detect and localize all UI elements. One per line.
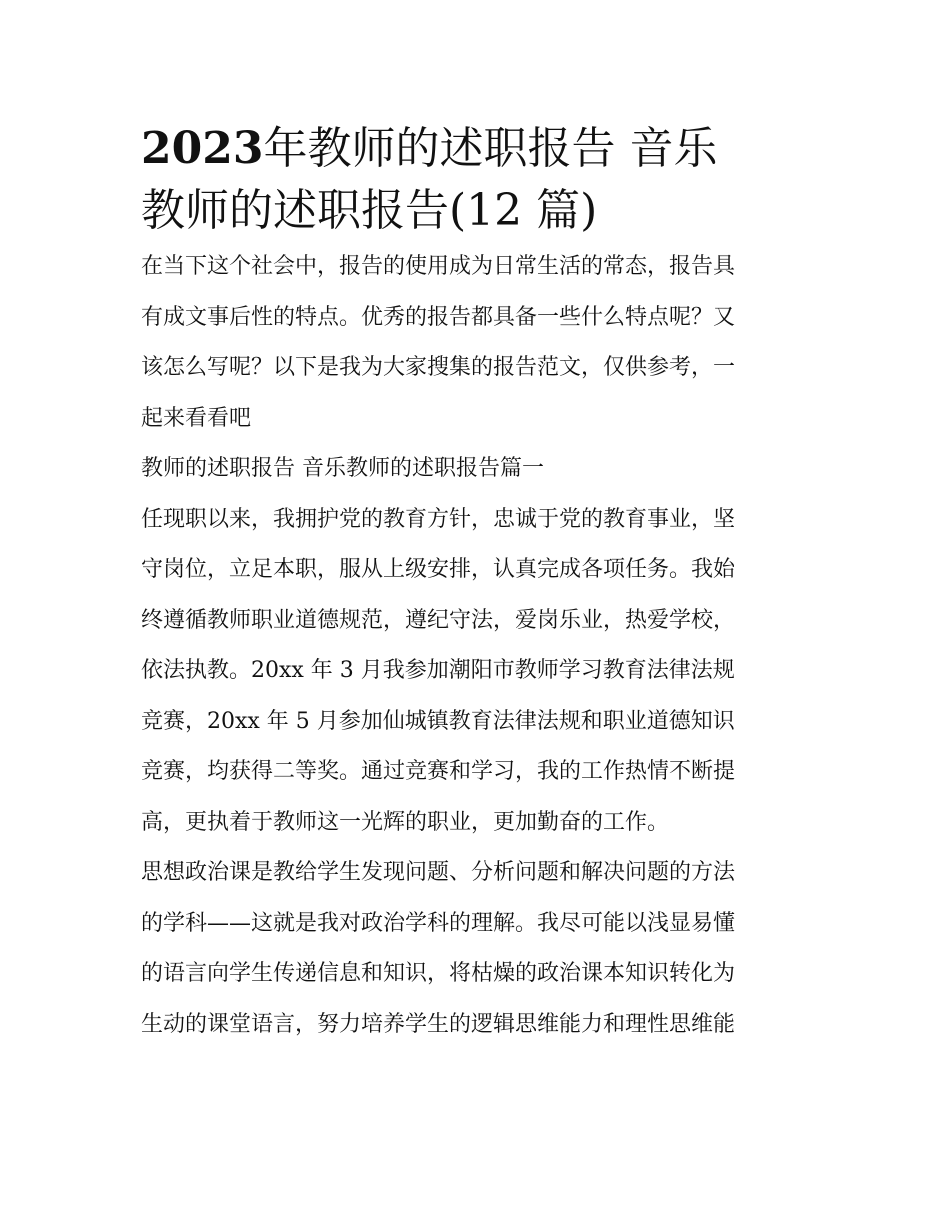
intro-line: 该怎么写呢？以下是我为大家搜集的报告范文，仅供参考，一 — [141, 355, 736, 380]
title-line-2 — [141, 180, 813, 242]
para2-line: 思想政治课是教给学生发现问题、分析问题和解决问题的方法 — [141, 860, 736, 885]
para1-line: 高，更执着于教师这一光辉的职业，更加勤奋的工作。 — [141, 809, 670, 835]
document-page — [141, 118, 813, 1050]
para1-line: 竞赛，均获得二等奖。通过竞赛和学习，我的工作热情不断提 — [141, 759, 736, 784]
para1-line: 终遵循教师职业道德规范，遵纪守法，爱岗乐业，热爱学校， — [141, 607, 736, 633]
para1-line: 依法执教。20xx 年 3 月我参加潮阳市教师学习教育法律法规 — [141, 658, 735, 683]
title-line-2-text: 教师的述职报告(12 篇) — [141, 185, 598, 236]
title-line-1 — [141, 118, 813, 180]
para2-line: 的语言向学生传递信息和知识，将枯燥的政治课本知识转化为 — [141, 961, 736, 986]
title-year: 2023 — [141, 123, 264, 174]
intro-line: 在当下这个社会中，报告的使用成为日常生活的常态，报告具 — [141, 254, 736, 279]
para2-line: 的学科——这就是我对政治学科的理解。我尽可能以浅显易懂 — [141, 910, 736, 936]
intro-paragraph — [141, 242, 813, 444]
intro-line: 起来看看吧 — [141, 405, 252, 431]
para2-line: 生动的课堂语言，努力培养学生的逻辑思维能力和理性思维能 — [141, 1011, 736, 1037]
title-line-1-text: 年教师的述职报告 音乐 — [263, 123, 718, 174]
body-paragraph-2 — [141, 848, 813, 1050]
para1-line: 守岗位，立足本职，服从上级安排，认真完成各项任务。我始 — [141, 557, 736, 582]
section-heading: 教师的述职报告 音乐教师的述职报告篇一 — [141, 456, 544, 481]
document-title — [141, 118, 813, 242]
intro-line: 有成文事后性的特点。优秀的报告都具备一些什么特点呢？又 — [141, 304, 736, 330]
body-paragraph-1 — [141, 495, 813, 849]
para1-line: 竞赛，20xx 年 5 月参加仙城镇教育法律法规和职业道德知识 — [141, 708, 735, 734]
para1-line: 任现职以来，我拥护党的教育方针，忠诚于党的教育事业，坚 — [141, 506, 736, 532]
